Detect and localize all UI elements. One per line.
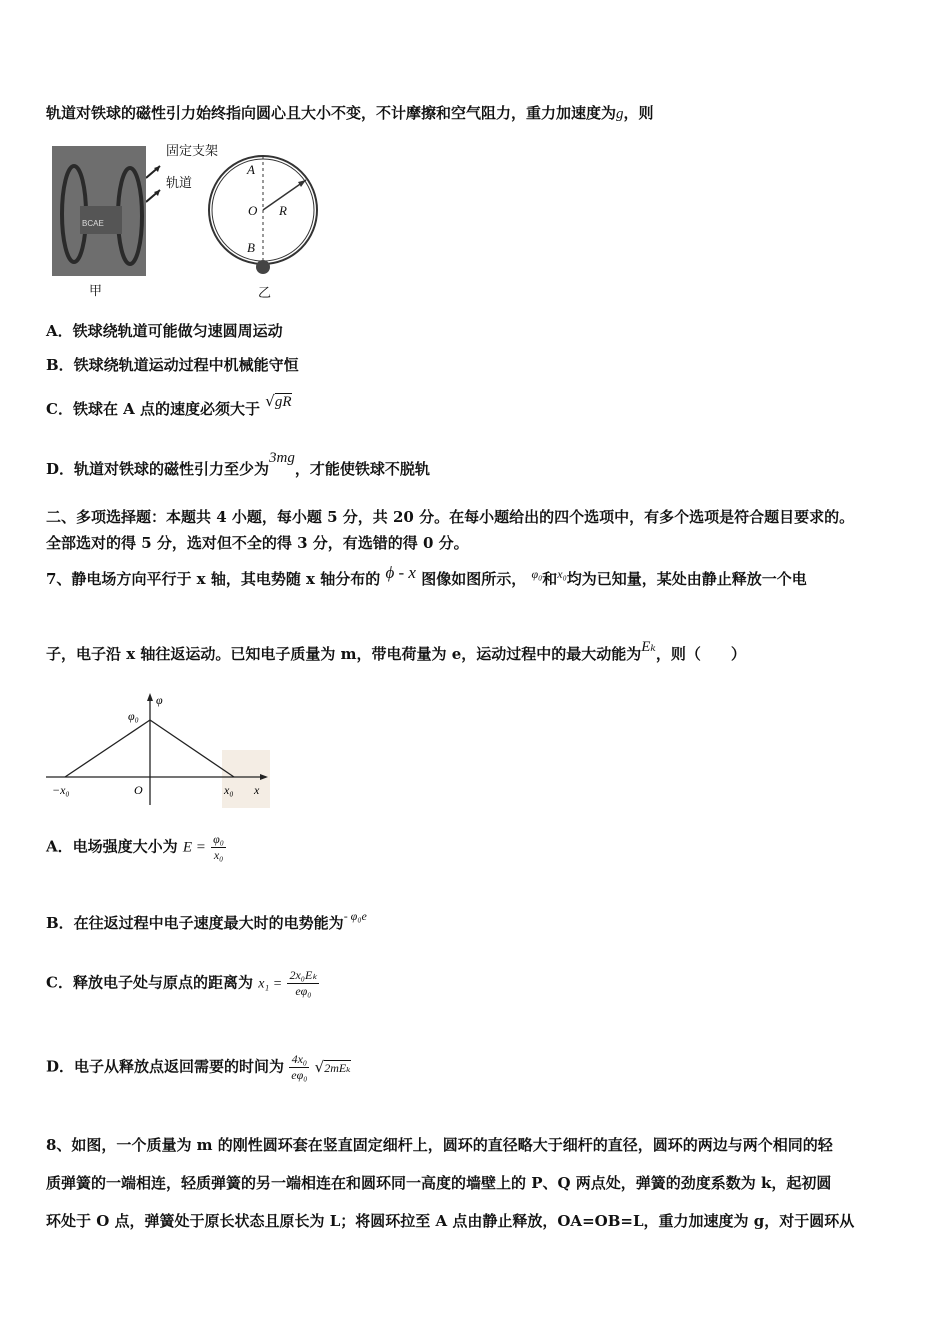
- track-photo: [52, 146, 146, 276]
- q7-line2a: 子，电子沿 x 轴往返运动。已知电子质量为 m，带电荷量为 e，运动过程中的最大动能为: [46, 645, 642, 663]
- q6-option-c-text: C．铁球在 A 点的速度必须大于: [46, 400, 261, 418]
- graph-origin-label: O: [134, 783, 143, 797]
- point-O: O: [248, 203, 258, 218]
- q8-line2: 质弹簧的一端相连，轻质弹簧的另一端相连在和圆环同一高度的墙壁上的 P、Q 两点处，弹簧的劲度系数为 k，起初圆: [46, 1174, 832, 1192]
- q7-a-fraction: [211, 832, 226, 863]
- q7-a-num: φ₀: [213, 832, 224, 846]
- q6-d-math: 3mg: [269, 450, 295, 466]
- phi0-symbol: φ₀: [531, 567, 543, 581]
- intro-tail: ，则: [623, 104, 654, 122]
- q6-option-d-text: D．轨道对铁球的磁性引力至少为: [46, 460, 270, 478]
- q6-option-d-tail: ，才能使铁球不脱轨: [294, 460, 430, 478]
- q7-option-d-text: D．电子从释放点返回需要的时间为: [46, 1057, 285, 1076]
- q6-option-a: A．铁球绕轨道可能做匀速圆周运动: [46, 322, 283, 340]
- q7-line1b: 图像如图所示，: [421, 570, 527, 588]
- section2-line2: 全部选对的得 5 分，选对但不全的得 3 分，有选错的得 0 分。: [46, 534, 469, 552]
- point-A: A: [247, 162, 255, 177]
- point-B: B: [247, 240, 255, 255]
- q7-d-sqrt-body: 2mEₖ: [324, 1060, 351, 1075]
- phi-x-graph: [44, 690, 270, 810]
- q7-option-c-text: C．释放电子处与原点的距离为: [46, 973, 253, 992]
- label-track: 轨道: [166, 176, 193, 191]
- q7-option-d: [46, 1052, 351, 1083]
- q7-a-lhs: E =: [182, 839, 206, 856]
- q7-d-den: eφ₀: [291, 1068, 308, 1082]
- graph-neg-x0-label: −x₀: [52, 783, 70, 797]
- q7-d-sqrt: √2mEₖ: [314, 1057, 351, 1076]
- intro-line: [46, 102, 654, 123]
- radius-R: R: [279, 203, 287, 218]
- q7-line1c: 均为已知量，某处由静止释放一个电: [566, 570, 807, 588]
- q7-c-fraction: [287, 968, 319, 999]
- q7-and: 和: [542, 570, 558, 588]
- q7-d-fraction: [289, 1052, 309, 1083]
- iron-ball: [256, 260, 270, 274]
- q6-option-b: B．铁球绕轨道运动过程中机械能守恒: [46, 356, 299, 374]
- q7-option-a: [46, 832, 226, 863]
- x0-symbol: x₀: [557, 567, 567, 581]
- caption-jia: 甲: [89, 284, 103, 299]
- q7-a-den: x₀: [213, 848, 224, 862]
- track-photo-drawing: [52, 146, 146, 276]
- q6-option-c: [46, 392, 292, 419]
- q7-b-math: - φ₀e: [343, 909, 367, 923]
- q7-c-den: eφ₀: [295, 984, 312, 998]
- graph-x0-label: x₀: [224, 783, 234, 797]
- graph-phi0-label: φ₀: [128, 709, 139, 723]
- scan-shading: [222, 750, 270, 808]
- q6-option-d: [46, 450, 430, 479]
- caption-yi: 乙: [258, 286, 272, 301]
- q8-line3: 环处于 O 点，弹簧处于原长状态且原长为 L；将圆环拉至 A 点由静止释放，OA=OB=L，重力加速度为 g，对于圆环从: [46, 1212, 855, 1230]
- q7-line2b: ，则（ ）: [655, 645, 746, 663]
- label-fixed-support: 固定支架: [166, 144, 219, 159]
- g-symbol: g: [616, 106, 624, 122]
- intro-text: 轨道对铁球的磁性引力始终指向圆心且大小不变，不计摩擦和空气阻力，重力加速度为: [46, 104, 617, 122]
- phi-x-math: ϕ - x: [385, 563, 416, 582]
- q7-option-b-text: B．在往返过程中电子速度最大时的电势能为: [46, 914, 344, 932]
- q7-c-lhs: x₁ =: [258, 976, 283, 992]
- Ek-symbol: Eₖ: [641, 639, 656, 655]
- sqrt-gR: √gR: [265, 392, 292, 410]
- q7-option-b: [46, 909, 367, 933]
- q7-d-num: 4x₀: [289, 1052, 309, 1068]
- graph-x-label: x: [254, 783, 260, 797]
- circle-diagram: [146, 140, 326, 300]
- q7-option-a-text: A．电场强度大小为: [46, 837, 178, 856]
- graph-phi-label: φ: [156, 693, 163, 707]
- q7-line1a: 7、静电场方向平行于 x 轴，其电势随 x 轴分布的: [46, 570, 381, 588]
- photo-label: BCAE: [82, 219, 104, 228]
- q7-line2: [46, 639, 746, 664]
- sqrt-gR-body: gR: [274, 394, 292, 410]
- q7-c-num: 2x₀Eₖ: [289, 968, 318, 982]
- q7-line1: [46, 563, 807, 589]
- section2-line1: 二、多项选择题：本题共 4 小题，每小题 5 分，共 20 分。在每小题给出的四个选项中，有多个选项是符合题目要求的。: [46, 508, 855, 526]
- q7-option-c: [46, 968, 319, 999]
- q8-line1: 8、如图，一个质量为 m 的刚性圆环套在竖直固定细杆上，圆环的直径略大于细杆的直径，圆环的两边与两个相同的轻: [46, 1136, 833, 1154]
